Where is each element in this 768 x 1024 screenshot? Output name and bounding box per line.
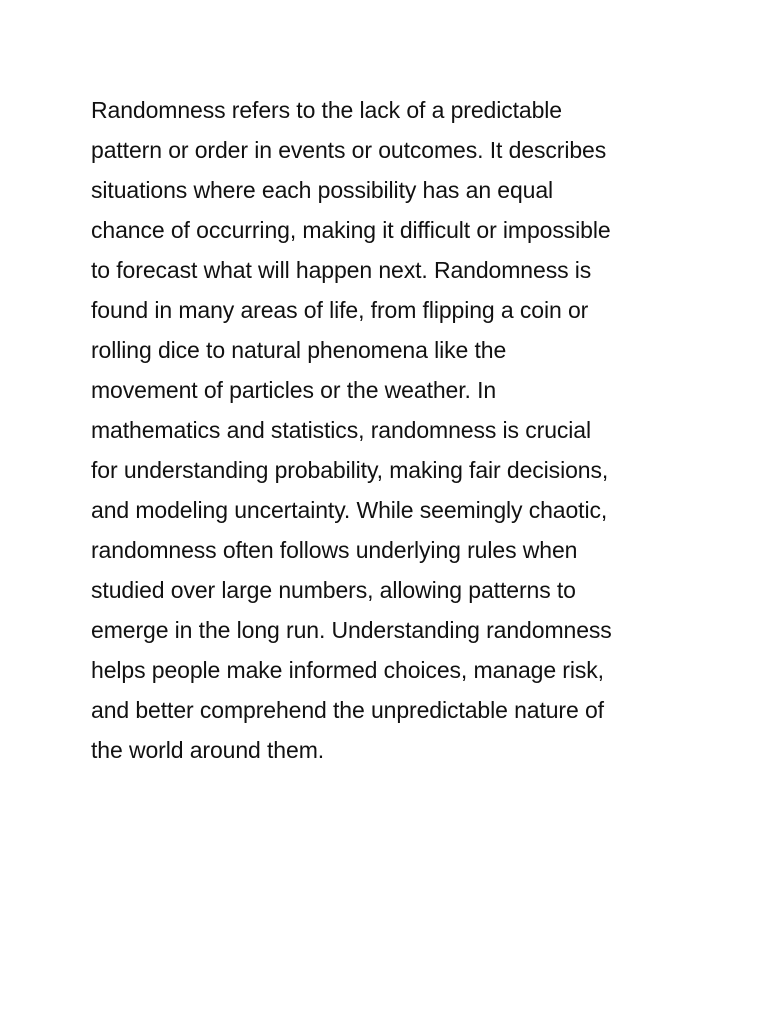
paragraph-line: and better comprehend the unpredictable nature of — [91, 697, 604, 723]
paragraph-line: for understanding probability, making fair decisions, — [91, 457, 609, 483]
paragraph-line: found in many areas of life, from flipping a coin or — [91, 297, 589, 323]
paragraph-line: mathematics and statistics, randomness is crucial — [91, 417, 592, 443]
paragraph-line: rolling dice to natural phenomena like the — [91, 337, 507, 363]
paragraph-line: studied over large numbers, allowing patterns to — [91, 577, 576, 603]
paragraph-line: emerge in the long run. Understanding randomness — [91, 617, 612, 643]
paragraph-line: situations where each possibility has an equal — [91, 177, 554, 203]
paragraph-line: helps people make informed choices, manage risk, — [91, 657, 604, 683]
body-paragraph — [91, 90, 691, 770]
paragraph-line: chance of occurring, making it difficult or impossible — [91, 217, 611, 243]
paragraph-line: movement of particles or the weather. In — [91, 377, 497, 403]
paragraph-line: pattern or order in events or outcomes. It describes — [91, 137, 607, 163]
paragraph-line: the world around them. — [91, 737, 325, 763]
paragraph-line: Randomness refers to the lack of a predictable — [91, 97, 562, 123]
paragraph-line: and modeling uncertainty. While seemingly chaotic, — [91, 497, 608, 523]
paragraph-line: to forecast what will happen next. Randomness is — [91, 257, 592, 283]
paragraph-line: randomness often follows underlying rules when — [91, 537, 578, 563]
